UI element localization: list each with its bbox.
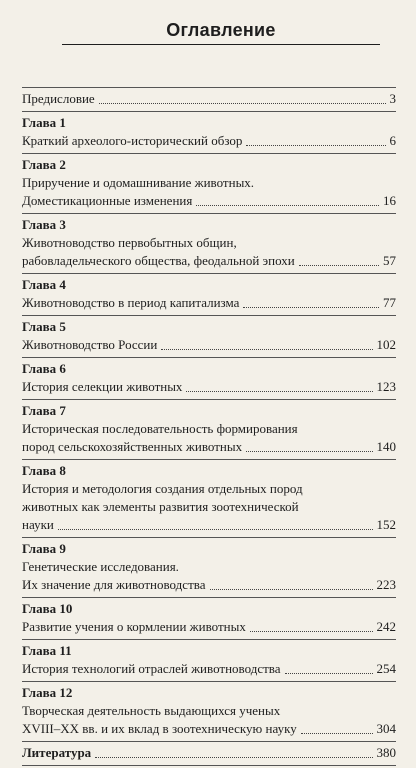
dot-leader <box>285 673 373 674</box>
entry-title-line: Литература <box>22 745 92 760</box>
entry-leader-line <box>22 438 396 456</box>
entry-title-line: Доместикационные изменения <box>22 193 193 208</box>
chapter-heading: Глава 10 <box>22 601 73 616</box>
dot-leader <box>250 631 373 632</box>
page-number: 140 <box>376 439 396 454</box>
entry-divider <box>22 459 396 460</box>
dot-leader <box>58 529 373 530</box>
chapter-heading: Глава 7 <box>22 403 66 418</box>
page-number: 242 <box>376 619 396 634</box>
page-number: 16 <box>383 193 396 208</box>
entry-title-line: Предисловие <box>22 91 95 106</box>
entry-leader-line <box>22 618 396 636</box>
entry-title-line: пород сельскохозяйственных животных <box>22 439 243 454</box>
toc-entry[interactable] <box>22 114 396 150</box>
toc-entry[interactable] <box>22 684 396 738</box>
page-number: 152 <box>376 517 396 532</box>
entry-divider <box>22 741 396 742</box>
chapter-heading: Глава 3 <box>22 217 66 232</box>
entry-leader-line <box>22 378 396 396</box>
entry-title-line: Развитие учения о кормлении животных <box>22 619 246 634</box>
entry-divider <box>22 399 396 400</box>
toc-entry[interactable] <box>22 462 396 534</box>
entry-title-line: История и методология создания отдельных пород <box>22 481 303 496</box>
entry-divider <box>22 213 396 214</box>
chapter-heading: Глава 8 <box>22 463 66 478</box>
dot-leader <box>196 205 379 206</box>
entry-divider <box>22 639 396 640</box>
title-bar <box>62 16 380 45</box>
entry-title-line: Животноводство в период капитализма <box>22 295 240 310</box>
entry-divider <box>22 681 396 682</box>
page-number: 380 <box>376 745 396 760</box>
entry-leader-line <box>22 516 396 534</box>
page-title: Оглавление <box>166 20 276 40</box>
chapter-heading: Глава 9 <box>22 541 66 556</box>
toc-entry[interactable] <box>22 360 396 396</box>
entry-leader-line <box>22 660 396 678</box>
page-number: 223 <box>376 577 396 592</box>
entry-divider <box>22 597 396 598</box>
page-number: 304 <box>376 721 396 736</box>
dot-leader <box>186 391 372 392</box>
entry-divider <box>22 153 396 154</box>
entry-leader-line <box>22 192 396 210</box>
dot-leader <box>301 733 373 734</box>
page-number: 123 <box>376 379 396 394</box>
table-of-contents <box>22 84 396 768</box>
entry-leader-line <box>22 336 396 354</box>
page-number: 57 <box>383 253 396 268</box>
toc-entry[interactable] <box>22 216 396 270</box>
entry-leader-line <box>22 576 396 594</box>
chapter-heading: Глава 12 <box>22 685 73 700</box>
entry-title-line: XVIII–XX вв. и их вклад в зоотехническую науку <box>22 721 297 736</box>
entry-title-line: Творческая деятельность выдающихся ученых <box>22 703 281 718</box>
entry-divider <box>22 87 396 88</box>
chapter-heading: Глава 6 <box>22 361 66 376</box>
dot-leader <box>210 589 373 590</box>
entry-divider <box>22 537 396 538</box>
page-number: 254 <box>376 661 396 676</box>
dot-leader <box>95 757 372 758</box>
chapter-heading: Глава 1 <box>22 115 66 130</box>
page-number: 6 <box>389 133 396 148</box>
entry-divider <box>22 315 396 316</box>
entry-title-line: науки <box>22 517 54 532</box>
toc-entry[interactable] <box>22 642 396 678</box>
entry-leader-line <box>22 252 396 270</box>
toc-entry[interactable] <box>22 156 396 210</box>
dot-leader <box>161 349 372 350</box>
chapter-heading: Глава 4 <box>22 277 66 292</box>
toc-entry[interactable] <box>22 540 396 594</box>
dot-leader <box>246 145 385 146</box>
entry-divider <box>22 273 396 274</box>
entry-divider <box>22 357 396 358</box>
entry-title-line: Приручение и одомашнивание животных. <box>22 175 255 190</box>
entry-leader-line <box>22 720 396 738</box>
entry-leader-line <box>22 132 396 150</box>
entry-leader-line <box>22 744 396 762</box>
entry-divider <box>22 765 396 766</box>
toc-entry[interactable] <box>22 402 396 456</box>
entry-title-line: Животноводство первобытных общин, <box>22 235 237 250</box>
chapter-heading: Глава 5 <box>22 319 66 334</box>
dot-leader <box>99 103 386 104</box>
entry-title-line: Генетические исследования. <box>22 559 179 574</box>
toc-entry[interactable] <box>22 90 396 108</box>
entry-title-line: рабовладельческого общества, феодальной эпохи <box>22 253 295 268</box>
page-number: 3 <box>389 91 396 106</box>
chapter-heading: Глава 2 <box>22 157 66 172</box>
dot-leader <box>299 265 379 266</box>
toc-entry[interactable] <box>22 276 396 312</box>
entry-title-line: История технологий отраслей животноводства <box>22 661 281 676</box>
entry-title-line: Историческая последовательность формирования <box>22 421 298 436</box>
toc-entry[interactable] <box>22 600 396 636</box>
entry-title-line: Животноводство России <box>22 337 158 352</box>
page-number: 77 <box>383 295 396 310</box>
entry-title-line: животных как элементы развития зоотехнической <box>22 499 299 514</box>
entry-leader-line <box>22 294 396 312</box>
page-number: 102 <box>376 337 396 352</box>
toc-entry[interactable] <box>22 318 396 354</box>
entry-title-line: Краткий археолого-исторический обзор <box>22 133 243 148</box>
dot-leader <box>243 307 379 308</box>
dot-leader <box>246 451 372 452</box>
entry-title-line: История селекции животных <box>22 379 183 394</box>
entry-title-line: Их значение для животноводства <box>22 577 206 592</box>
chapter-heading: Глава 11 <box>22 643 72 658</box>
entry-leader-line <box>22 90 396 108</box>
entry-divider <box>22 111 396 112</box>
toc-entry[interactable] <box>22 744 396 762</box>
